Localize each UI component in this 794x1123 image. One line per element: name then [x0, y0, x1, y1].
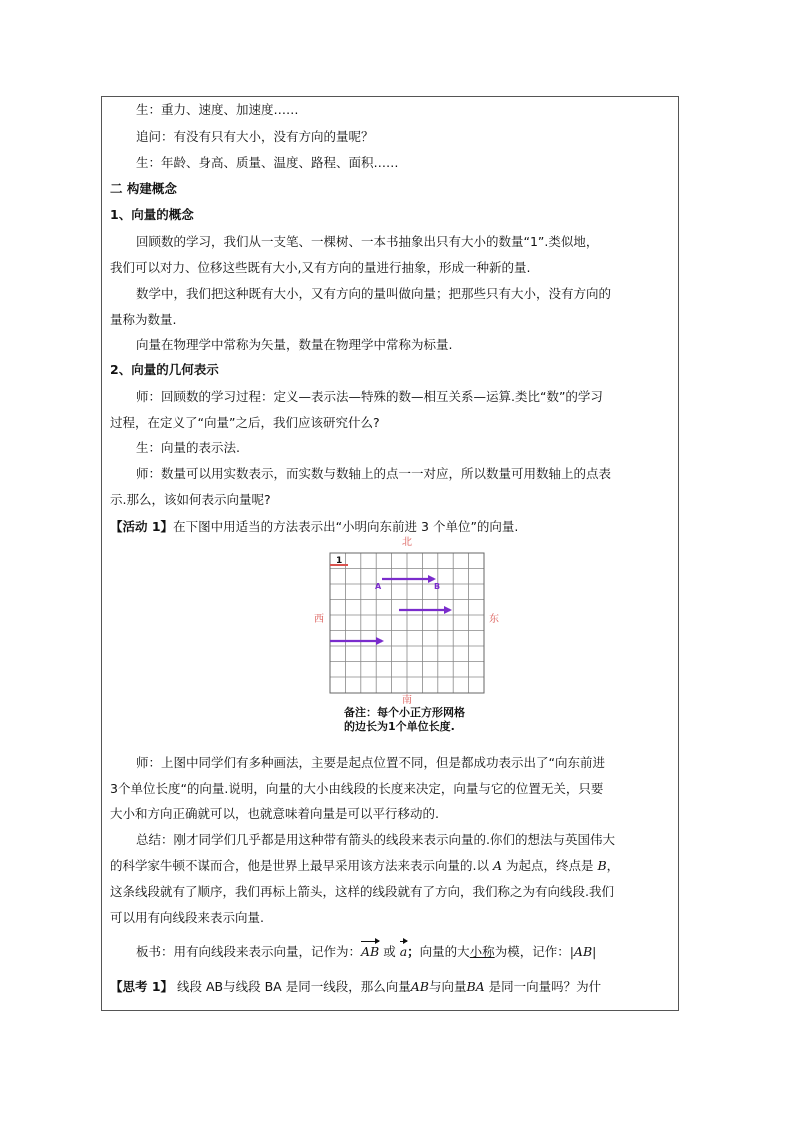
text-line: 大小和方向正确就可以，也就意味着向量是可以平行移动的.	[110, 806, 439, 821]
blackboard-line	[136, 944, 596, 960]
south-label: 南	[402, 695, 412, 706]
text-line: 生：年龄、身高、质量、温度、路程、面积……	[136, 155, 399, 170]
text-span: 与向量	[428, 979, 467, 994]
text-span: ；	[407, 944, 420, 959]
text-line: 向量在物理学中常称为矢量，数量在物理学中常称为标量.	[136, 337, 453, 352]
text-line: 总结：刚才同学们几乎都是用这种带有箭头的线段来表示向量的.你们的想法与英国伟大	[136, 832, 615, 847]
west-label: 西	[314, 614, 324, 625]
text-line: 示.那么，该如何表示向量呢?	[110, 492, 271, 507]
text-line: 过程，在定义了“向量”之后，我们应该研究什么?	[110, 415, 380, 430]
subsection-heading: 1、向量的概念	[110, 207, 194, 222]
text-line: 追问：有没有只有大小，没有方向的量呢？	[136, 129, 374, 144]
text-span: 或	[379, 944, 400, 959]
text-line	[110, 858, 619, 874]
think-line	[110, 979, 601, 995]
text-line: 生：重力、速度、加速度……	[136, 102, 299, 117]
text-span: 为起点，终点是	[501, 858, 598, 873]
text-line: 量称为数量.	[110, 312, 177, 327]
north-label: 北	[402, 537, 412, 548]
math-ba: BA	[466, 979, 485, 994]
text-line: 可以用有向线段来表示向量.	[110, 910, 264, 925]
vector-a: a	[399, 944, 408, 959]
text-span: 是同一向量吗？为什	[484, 979, 602, 994]
figure-note-line: 的边长为1个单位长度.	[344, 720, 455, 733]
point-b-label: B	[434, 582, 441, 591]
activity-tag: 【活动 1】	[110, 519, 174, 534]
text-span: ，	[606, 858, 620, 873]
text-line: 生：向量的表示法.	[136, 440, 240, 455]
math-b: B	[597, 858, 607, 873]
text-line: 数学中，我们把这种既有大小，又有方向的量叫做向量；把那些只有大小，没有方向的	[136, 286, 612, 301]
text-span: 线段 AB与线段 BA 是同一线段，那么向量	[173, 979, 411, 994]
text-span: 板书：用有向线段来表示向量，记作为：	[136, 944, 362, 959]
text-span: 的科学家牛顿不谋而合，他是世界上最早采用该方法来表示向量的.以	[110, 858, 493, 873]
text-line: 回顾数的学习，我们从一支笔、一棵树、一本书抽象出只有大小的数量“1”.类似地，	[136, 234, 599, 249]
think-tag: 【思考 1】	[110, 979, 174, 994]
text-line: 我们可以对力、位移这些既有大小,又有方向的量进行抽象，形成一种新的量.	[110, 260, 531, 275]
text-line: 这条线段就有了顺序，我们再标上箭头，这样的线段就有了方向，我们称之为有向线段.我们	[110, 884, 614, 899]
text-line: 师：数量可以用实数表示，而实数与数轴上的点一一对应，所以数量可用数轴上的点表	[136, 466, 612, 481]
vector-magnitude: |AB|	[569, 944, 597, 959]
text-line: 师：回顾数的学习过程：定义—表示法—特殊的数—相互关系—运算.类比“数”的学习	[136, 389, 603, 404]
unit-label: 1	[336, 556, 343, 566]
vector-ab: AB	[361, 944, 380, 959]
text-line: 师：上图中同学们有多种画法，主要是起点位置不同，但是都成功表示出了“向东前进	[136, 755, 605, 770]
math-a: A	[492, 858, 502, 873]
text-span: 小称	[469, 944, 495, 959]
east-label: 东	[489, 614, 499, 625]
text-span: 向量的大	[419, 944, 470, 959]
subsection-heading: 2、向量的几何表示	[110, 362, 219, 377]
section-heading: 二 构建概念	[110, 181, 177, 196]
text-span: 为模，记作：	[494, 944, 570, 959]
text-line: 3个单位长度“的向量.说明，向量的大小由线段的长度来决定，向量与它的位置无关，只要	[110, 781, 604, 796]
figure-note-line: 备注：每个小正方形网格	[344, 706, 465, 719]
activity-text: 在下图中用适当的方法表示出“小明向东前进 3 个单位”的向量.	[173, 519, 519, 534]
math-ab: AB	[410, 979, 429, 994]
point-a-label: A	[375, 582, 382, 591]
